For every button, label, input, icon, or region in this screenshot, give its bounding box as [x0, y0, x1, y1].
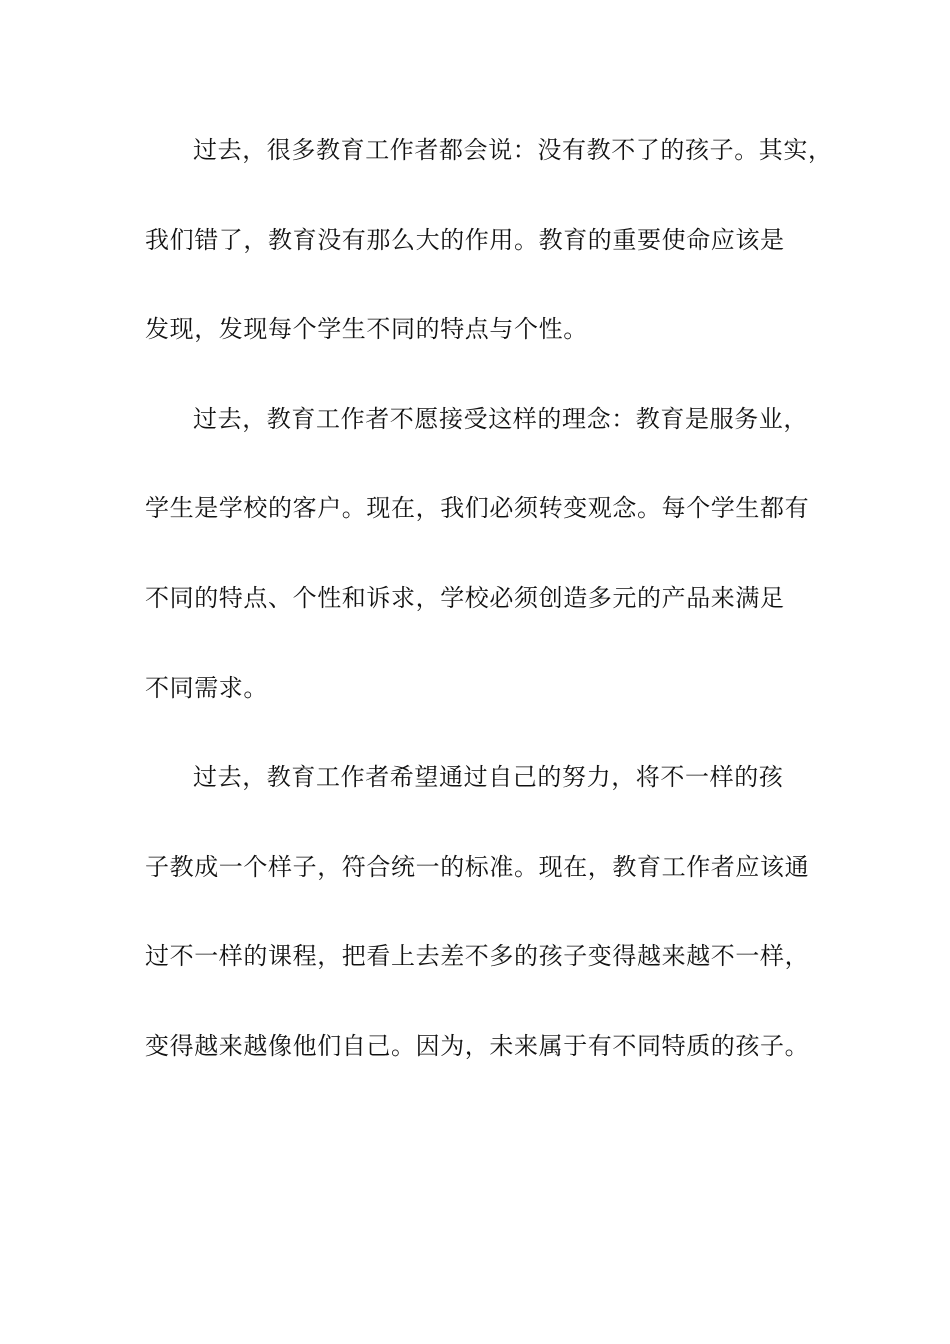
paragraph-1-line-1: 过去，很多教育工作者都会说：没有教不了的孩子。其实， — [193, 136, 833, 164]
paragraph-2-line-1: 过去，教育工作者不愿接受这样的理念：教育是服务业， — [193, 404, 808, 433]
paragraph-3 — [145, 755, 810, 1113]
paragraph-1 — [145, 128, 833, 397]
paragraph-1-line-2: 我们错了，教育没有那么大的作用。教育的重要使命应该是 — [145, 225, 785, 254]
paragraph-3-line-1: 过去，教育工作者希望通过自己的努力，将不一样的孩 — [193, 763, 784, 792]
paragraph-1-line-3: 发现，发现每个学生不同的特点与个性。 — [145, 315, 588, 344]
paragraph-2-line-3: 不同的特点、个性和诉求，学校必须创造多元的产品来满足 — [145, 583, 785, 612]
paragraph-3-line-2: 子教成一个样子，符合统一的标准。现在，教育工作者应该通 — [145, 852, 810, 881]
paragraph-2-line-2: 学生是学校的客户。现在，我们必须转变观念。每个学生都有 — [145, 494, 810, 523]
paragraph-3-line-4: 变得越来越像他们自己。因为，未来属于有不同特质的孩子。 — [145, 1031, 810, 1060]
paragraph-2-line-4: 不同需求。 — [145, 673, 268, 702]
paragraph-3-line-3: 过不一样的课程，把看上去差不多的孩子变得越来越不一样， — [145, 942, 810, 971]
paragraph-2 — [145, 397, 810, 755]
document-body — [145, 128, 833, 1114]
